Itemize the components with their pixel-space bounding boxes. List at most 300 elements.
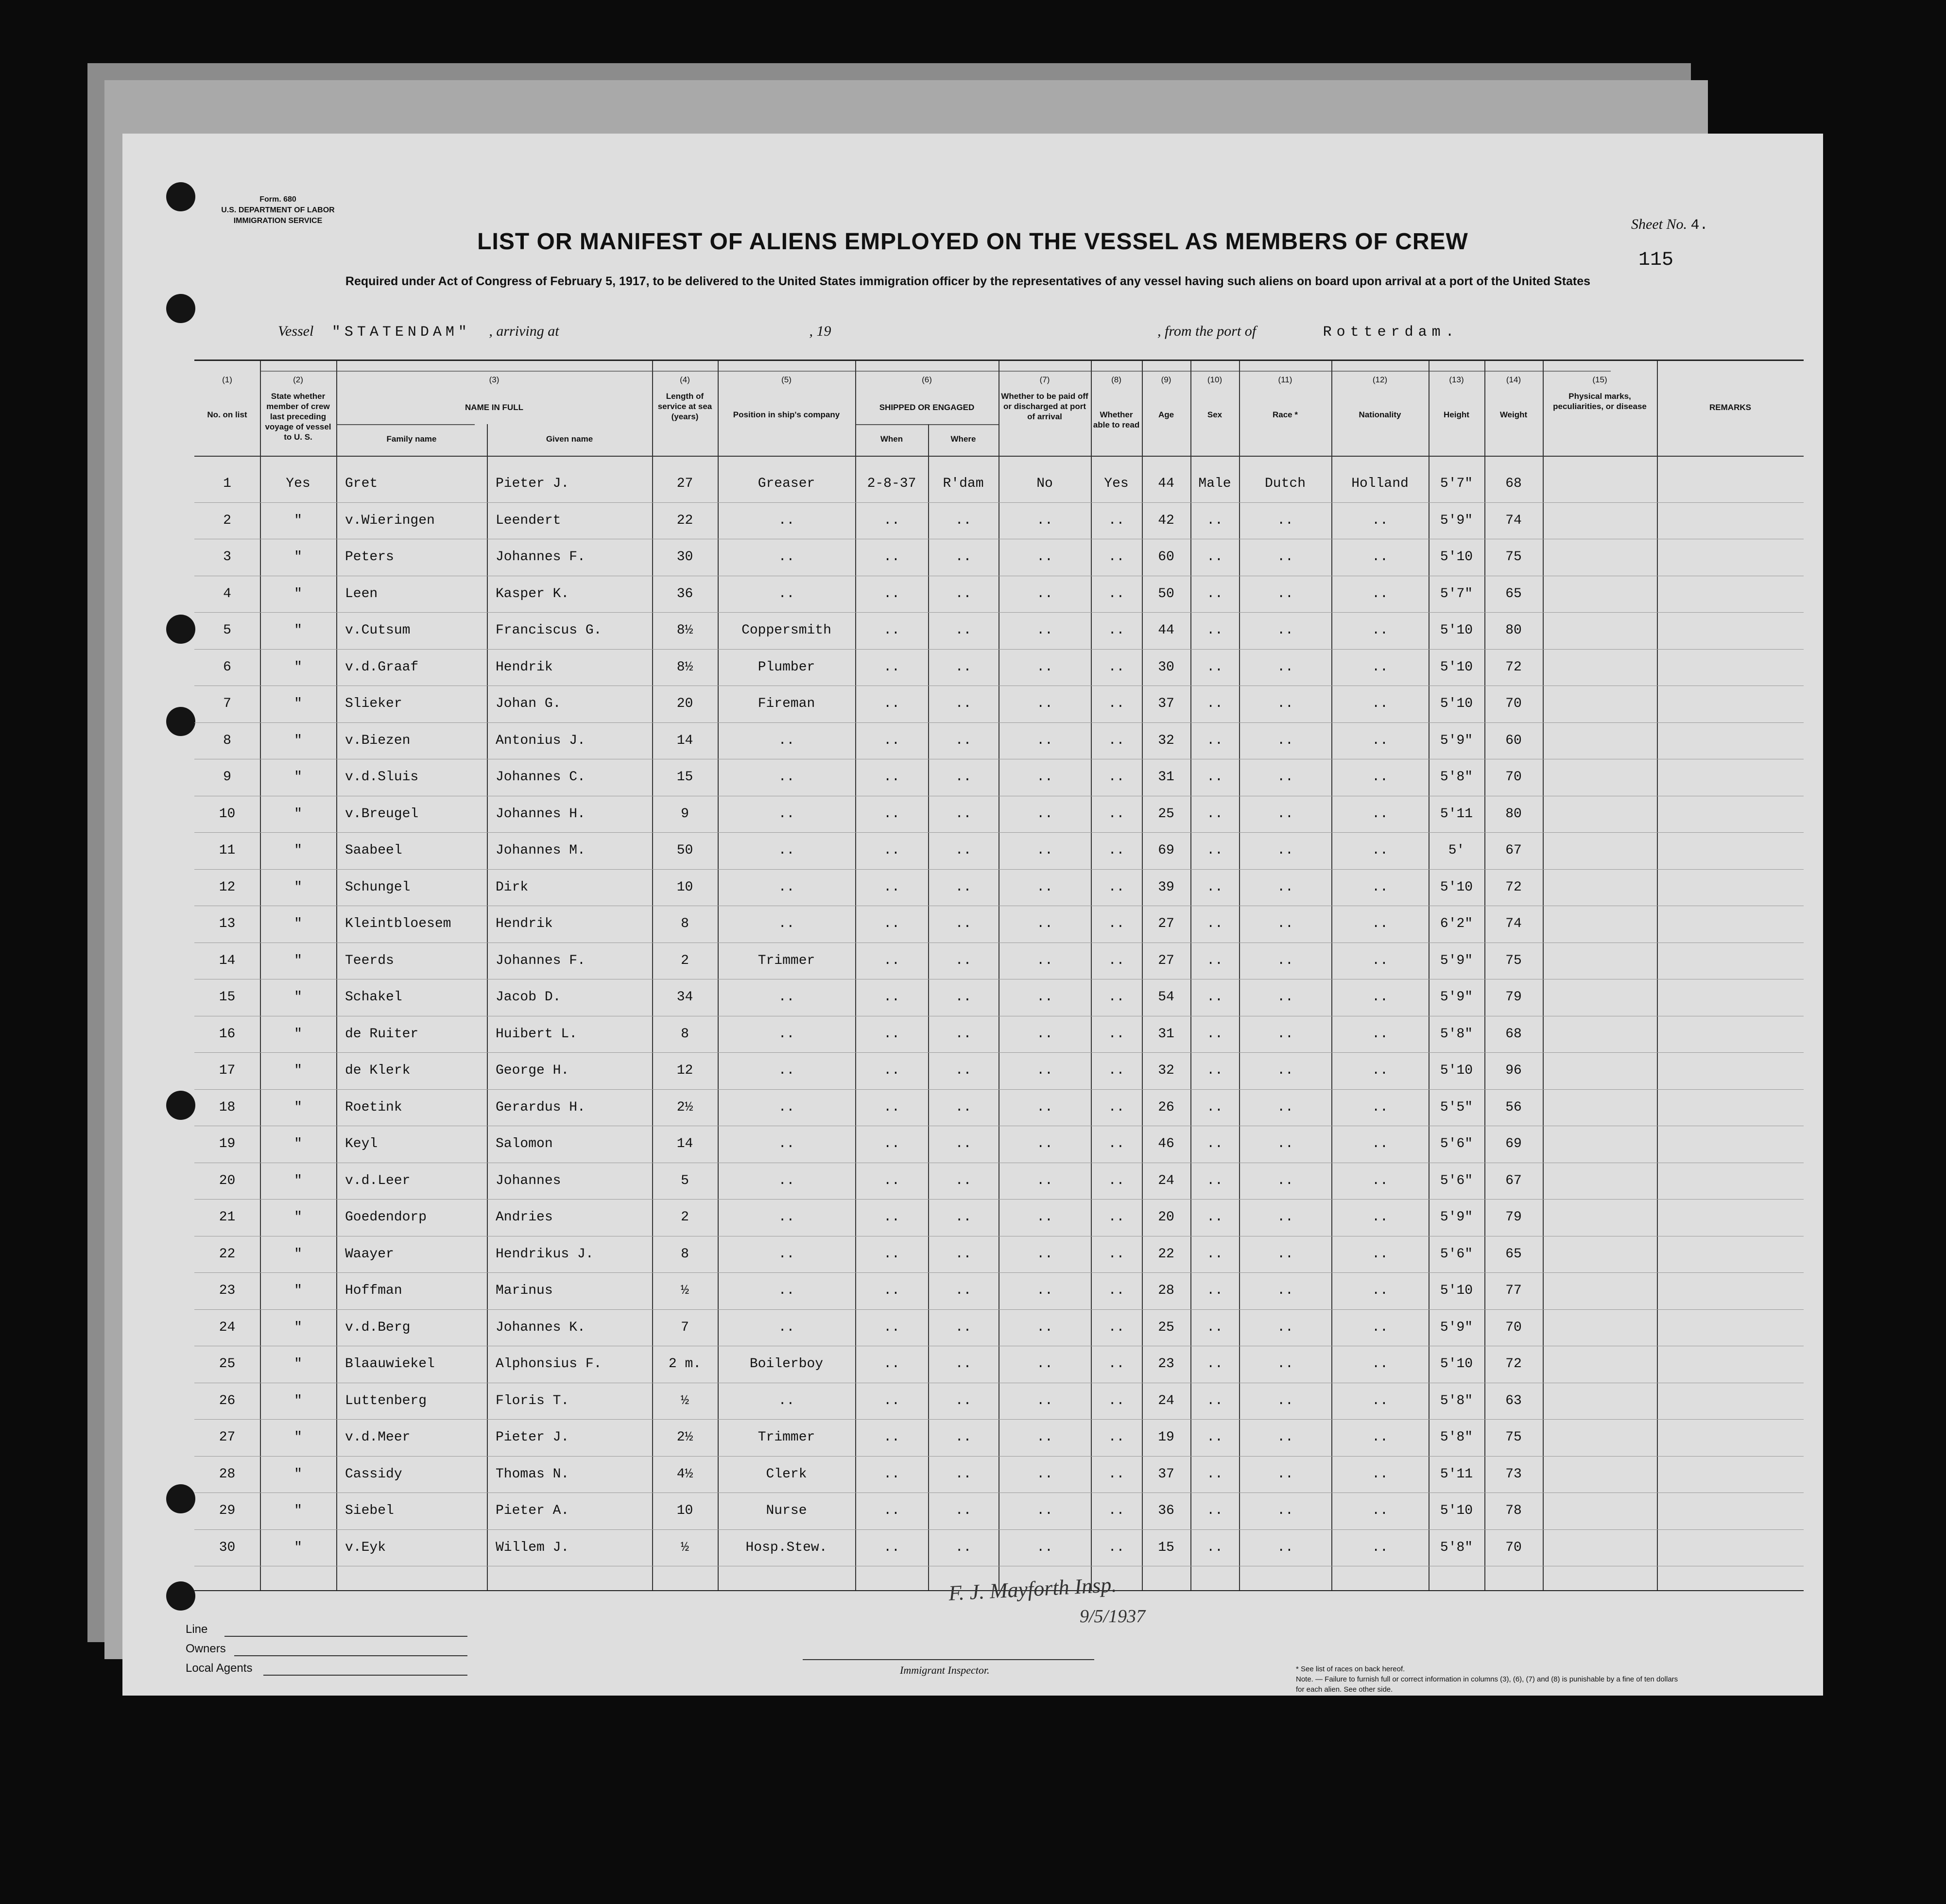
crew-table [194, 360, 1804, 1591]
cell-weight: 75 [1505, 1430, 1522, 1445]
cell-race: .. [1277, 623, 1293, 638]
cell-sex: .. [1206, 990, 1223, 1005]
cell-age: 24 [1158, 1393, 1174, 1408]
cell-sex: .. [1206, 1540, 1223, 1555]
manifest-sheet [122, 134, 1823, 1696]
column-number-height: (13) [1449, 375, 1464, 384]
cell-nat: .. [1372, 1099, 1388, 1115]
footnote-races: * See list of races on back hereof. [1296, 1665, 1405, 1673]
cell-weight: 96 [1505, 1063, 1522, 1078]
form-identifier [200, 194, 356, 226]
cell-prev: " [294, 1136, 302, 1151]
cell-given: Salomon [496, 1136, 553, 1151]
cell-family: Schungel [345, 879, 411, 895]
cell-given: Franciscus G. [496, 623, 602, 638]
cell-paid: .. [1036, 1393, 1053, 1408]
from-port-label: , from the port of [1157, 323, 1257, 339]
cell-given: Hendrik [496, 659, 553, 675]
cell-height: 5'6" [1440, 1246, 1473, 1262]
cell-read: .. [1108, 953, 1125, 968]
cell-height: 5'10 [1440, 1063, 1473, 1078]
cell-nat: .. [1372, 1136, 1388, 1151]
table-row [194, 1126, 1804, 1162]
vessel-line [278, 323, 831, 341]
cell-sex: .. [1206, 1283, 1223, 1298]
cell-family: v.d.Sluis [345, 770, 419, 785]
cell-age: 19 [1158, 1430, 1174, 1445]
cell-race: .. [1277, 1503, 1293, 1518]
sheet-number-value: 4. [1690, 217, 1708, 234]
column-header-shipped-where: Where [950, 434, 976, 444]
cell-when: .. [883, 1026, 900, 1042]
cell-age: 54 [1158, 990, 1174, 1005]
cell-age: 26 [1158, 1099, 1174, 1115]
cell-no: 3 [223, 549, 231, 565]
cell-where: .. [955, 1136, 972, 1151]
cell-read: .. [1108, 1173, 1125, 1188]
column-header-read: Whether able to read [1093, 410, 1140, 429]
cell-weight: 70 [1505, 770, 1522, 785]
cell-given: Gerardus H. [496, 1099, 586, 1115]
cell-family: Kleintbloesem [345, 916, 451, 931]
table-row [194, 1052, 1804, 1089]
table-row [194, 869, 1804, 906]
cell-nat: .. [1372, 696, 1388, 711]
cell-no: 8 [223, 733, 231, 748]
cell-nat: .. [1372, 1210, 1388, 1225]
cell-prev: Yes [286, 476, 310, 491]
cell-sex: .. [1206, 879, 1223, 895]
year-label: , 19 [809, 323, 831, 339]
cell-where: .. [955, 1466, 972, 1482]
cell-height: 5'11 [1440, 806, 1473, 822]
cell-no: 22 [219, 1246, 236, 1262]
binder-hole [166, 182, 195, 211]
cell-weight: 79 [1505, 990, 1522, 1005]
cell-read: .. [1108, 733, 1125, 748]
cell-sex: .. [1206, 806, 1223, 822]
cell-given: Hendrikus J. [496, 1246, 594, 1262]
cell-where: R'dam [943, 476, 984, 491]
cell-race: .. [1277, 1356, 1293, 1372]
column-number-prev_voyage: (2) [293, 375, 303, 384]
cell-prev: " [294, 1430, 302, 1445]
owners-label: Owners [186, 1642, 226, 1655]
cell-weight: 75 [1505, 549, 1522, 565]
cell-given: Floris T. [496, 1393, 569, 1408]
cell-height: 5'9" [1440, 1320, 1473, 1335]
cell-prev: " [294, 659, 302, 675]
cell-weight: 63 [1505, 1393, 1522, 1408]
column-header-age: Age [1158, 410, 1174, 419]
cell-where: .. [955, 733, 972, 748]
cell-prev: " [294, 1393, 302, 1408]
cell-sex: .. [1206, 1210, 1223, 1225]
cell-race: .. [1277, 879, 1293, 895]
cell-family: Teerds [345, 953, 394, 968]
cell-given: Johannes K. [496, 1320, 586, 1335]
cell-race: .. [1277, 549, 1293, 565]
column-number-age: (9) [1161, 375, 1171, 384]
cell-height: 5'8" [1440, 1430, 1473, 1445]
cell-service: 8 [681, 1246, 689, 1262]
cell-where: .. [955, 1026, 972, 1042]
cell-service: 30 [676, 549, 693, 565]
cell-position: .. [778, 990, 795, 1005]
column-header-sex: Sex [1207, 410, 1223, 419]
cell-nat: .. [1372, 843, 1388, 858]
cell-weight: 72 [1505, 1356, 1522, 1372]
cell-height: 5'10 [1440, 879, 1473, 895]
cell-age: 31 [1158, 770, 1174, 785]
table-row [194, 1163, 1804, 1199]
cell-position: .. [778, 1026, 795, 1042]
cell-service: 7 [681, 1320, 689, 1335]
header-top-border [260, 371, 1611, 372]
cell-age: 32 [1158, 1063, 1174, 1078]
cell-weight: 67 [1505, 1173, 1522, 1188]
cell-position: .. [778, 586, 795, 601]
cell-race: .. [1277, 513, 1293, 528]
cell-sex: .. [1206, 1430, 1223, 1445]
port-name: Rotterdam. [1323, 324, 1459, 341]
cell-when: .. [883, 770, 900, 785]
cell-when: .. [883, 879, 900, 895]
cell-no: 12 [219, 879, 236, 895]
cell-paid: No [1036, 476, 1053, 491]
line-underline [224, 1636, 467, 1637]
cell-family: Hoffman [345, 1283, 402, 1298]
cell-where: .. [955, 659, 972, 675]
cell-where: .. [955, 1320, 972, 1335]
cell-age: 25 [1158, 1320, 1174, 1335]
cell-sex: .. [1206, 513, 1223, 528]
cell-when: .. [883, 1136, 900, 1151]
cell-age: 60 [1158, 549, 1174, 565]
cell-given: George H. [496, 1063, 569, 1078]
cell-where: .. [955, 990, 972, 1005]
cell-prev: " [294, 1173, 302, 1188]
cell-nat: .. [1372, 1430, 1388, 1445]
cell-family: v.d.Meer [345, 1430, 411, 1445]
cell-nat: .. [1372, 916, 1388, 931]
cell-race: .. [1277, 1063, 1293, 1078]
cell-service: 34 [676, 990, 693, 1005]
cell-height: 5'7" [1440, 476, 1473, 491]
cell-weight: 72 [1505, 879, 1522, 895]
cell-service: 2 [681, 1210, 689, 1225]
cell-age: 20 [1158, 1210, 1174, 1225]
cell-when: .. [883, 1283, 900, 1298]
cell-height: 5'8" [1440, 770, 1473, 785]
cell-when: .. [883, 1430, 900, 1445]
cell-when: .. [883, 806, 900, 822]
cell-where: .. [955, 623, 972, 638]
cell-no: 10 [219, 806, 236, 822]
cell-read: .. [1108, 1430, 1125, 1445]
footnote [1296, 1664, 1685, 1695]
cell-prev: " [294, 1246, 302, 1262]
cell-prev: " [294, 770, 302, 785]
table-row [194, 1419, 1804, 1456]
cell-paid: .. [1036, 733, 1053, 748]
cell-no: 5 [223, 623, 231, 638]
cell-when: .. [883, 696, 900, 711]
cell-height: 5'9" [1440, 990, 1473, 1005]
cell-position: .. [778, 1393, 795, 1408]
cell-service: 2½ [676, 1430, 693, 1445]
cell-where: .. [955, 1430, 972, 1445]
cell-sex: .. [1206, 916, 1223, 931]
cell-where: .. [955, 1099, 972, 1115]
cell-paid: .. [1036, 549, 1053, 565]
cell-no: 15 [219, 990, 236, 1005]
cell-position: Trimmer [758, 1430, 815, 1445]
cell-paid: .. [1036, 1063, 1053, 1078]
cell-sex: .. [1206, 623, 1223, 638]
cell-weight: 77 [1505, 1283, 1522, 1298]
cell-race: .. [1277, 990, 1293, 1005]
cell-read: .. [1108, 1466, 1125, 1482]
cell-when: .. [883, 1466, 900, 1482]
cell-position: .. [778, 1173, 795, 1188]
cell-prev: " [294, 1320, 302, 1335]
cell-position: Fireman [758, 696, 815, 711]
cell-service: 8 [681, 1026, 689, 1042]
cell-position: Boilerboy [749, 1356, 824, 1372]
cell-paid: .. [1036, 623, 1053, 638]
cell-service: 36 [676, 586, 693, 601]
cell-race: .. [1277, 1540, 1293, 1555]
column-header-height: Height [1444, 410, 1469, 419]
column-number-position: (5) [781, 375, 792, 384]
table-row [194, 612, 1804, 649]
cell-paid: .. [1036, 1283, 1053, 1298]
cell-family: Saabeel [345, 843, 402, 858]
inspector-signature-line [803, 1659, 1094, 1660]
cell-position: .. [778, 1320, 795, 1335]
cell-sex: .. [1206, 1173, 1223, 1188]
cell-family: Schakel [345, 990, 402, 1005]
cell-no: 30 [219, 1540, 236, 1555]
cell-race: .. [1277, 1320, 1293, 1335]
cell-family: Blaauwiekel [345, 1356, 435, 1372]
cell-where: .. [955, 1540, 972, 1555]
cell-family: de Klerk [345, 1063, 411, 1078]
cell-height: 5'7" [1440, 586, 1473, 601]
cell-paid: .. [1036, 916, 1053, 931]
cell-no: 27 [219, 1430, 236, 1445]
cell-weight: 78 [1505, 1503, 1522, 1518]
cell-read: .. [1108, 843, 1125, 858]
cell-nat: .. [1372, 1540, 1388, 1555]
cell-family: Siebel [345, 1503, 394, 1518]
cell-when: .. [883, 1063, 900, 1078]
cell-given: Johannes H. [496, 806, 586, 822]
cell-weight: 69 [1505, 1136, 1522, 1151]
column-number-shipped: (6) [922, 375, 932, 384]
cell-nat: .. [1372, 1393, 1388, 1408]
sheet-number-label: Sheet No. [1631, 216, 1687, 232]
column-number-sex: (10) [1207, 375, 1223, 384]
cell-paid: .. [1036, 513, 1053, 528]
vessel-label: Vessel [278, 323, 314, 339]
inspector-label: Immigrant Inspector. [900, 1664, 990, 1676]
cell-read: .. [1108, 1246, 1125, 1262]
cell-service: 12 [676, 1063, 693, 1078]
cell-race: .. [1277, 733, 1293, 748]
cell-weight: 73 [1505, 1466, 1522, 1482]
cell-age: 39 [1158, 879, 1174, 895]
owners-underline [234, 1655, 467, 1656]
cell-position: .. [778, 1246, 795, 1262]
cell-when: .. [883, 659, 900, 675]
cell-position: .. [778, 1136, 795, 1151]
cell-read: .. [1108, 1503, 1125, 1518]
cell-paid: .. [1036, 1430, 1053, 1445]
cell-when: .. [883, 623, 900, 638]
cell-given: Pieter J. [496, 1430, 569, 1445]
cell-where: .. [955, 806, 972, 822]
table-row [194, 1383, 1804, 1419]
cell-where: .. [955, 1393, 972, 1408]
cell-race: .. [1277, 1136, 1293, 1151]
cell-nat: .. [1372, 733, 1388, 748]
cell-age: 32 [1158, 733, 1174, 748]
cell-given: Jacob D. [496, 990, 561, 1005]
cell-paid: .. [1036, 696, 1053, 711]
cell-paid: .. [1036, 1026, 1053, 1042]
cell-when: .. [883, 916, 900, 931]
cell-height: 5'10 [1440, 549, 1473, 565]
cell-race: .. [1277, 1283, 1293, 1298]
cell-service: 4½ [676, 1466, 693, 1482]
cell-paid: .. [1036, 1210, 1053, 1225]
page-number: 115 [1638, 249, 1674, 271]
cell-age: 37 [1158, 696, 1174, 711]
cell-sex: .. [1206, 1503, 1223, 1518]
cell-where: .. [955, 770, 972, 785]
cell-where: .. [955, 879, 972, 895]
cell-weight: 68 [1505, 476, 1522, 491]
cell-nat: .. [1372, 770, 1388, 785]
cell-prev: " [294, 1503, 302, 1518]
cell-given: Hendrik [496, 916, 553, 931]
cell-weight: 80 [1505, 806, 1522, 822]
cell-where: .. [955, 916, 972, 931]
binder-hole [166, 707, 195, 736]
cell-service: 10 [676, 1503, 693, 1518]
cell-age: 23 [1158, 1356, 1174, 1372]
cell-no: 16 [219, 1026, 236, 1042]
cell-no: 28 [219, 1466, 236, 1482]
cell-given: Dirk [496, 879, 529, 895]
cell-no: 17 [219, 1063, 236, 1078]
cell-paid: .. [1036, 1136, 1053, 1151]
cell-nat: .. [1372, 586, 1388, 601]
cell-when: .. [883, 1503, 900, 1518]
binder-hole [166, 1091, 195, 1120]
cell-sex: .. [1206, 1099, 1223, 1115]
cell-position: .. [778, 733, 795, 748]
cell-race: .. [1277, 1466, 1293, 1482]
name-subheader-line [336, 424, 475, 425]
cell-height: 5'10 [1440, 1503, 1473, 1518]
table-row [194, 1529, 1804, 1566]
cell-no: 7 [223, 696, 231, 711]
cell-read: .. [1108, 513, 1125, 528]
cell-height: 6'2" [1440, 916, 1473, 931]
cell-race: .. [1277, 659, 1293, 675]
cell-paid: .. [1036, 879, 1053, 895]
cell-service: ½ [681, 1540, 689, 1555]
cell-paid: .. [1036, 1246, 1053, 1262]
cell-position: .. [778, 806, 795, 822]
cell-service: 20 [676, 696, 693, 711]
cell-race: .. [1277, 1393, 1293, 1408]
cell-weight: 56 [1505, 1099, 1522, 1115]
cell-when: .. [883, 1099, 900, 1115]
cell-given: Marinus [496, 1283, 553, 1298]
cell-prev: " [294, 1026, 302, 1042]
table-row [194, 576, 1804, 612]
cell-sex: .. [1206, 1466, 1223, 1482]
cell-nat: .. [1372, 1063, 1388, 1078]
cell-when: .. [883, 1320, 900, 1335]
table-row [194, 686, 1804, 722]
cell-no: 23 [219, 1283, 236, 1298]
binder-hole [166, 1484, 195, 1513]
column-number-marks: (15) [1592, 375, 1607, 384]
cell-no: 25 [219, 1356, 236, 1372]
cell-when: .. [883, 549, 900, 565]
table-row [194, 649, 1804, 686]
cell-weight: 70 [1505, 1540, 1522, 1555]
cell-sex: .. [1206, 1393, 1223, 1408]
cell-when: .. [883, 1173, 900, 1188]
column-number-nationality: (12) [1372, 375, 1388, 384]
service-name: IMMIGRATION SERVICE [233, 217, 323, 225]
cell-where: .. [955, 586, 972, 601]
column-header-position: Position in ship's company [733, 410, 840, 419]
cell-family: v.d.Graaf [345, 659, 419, 675]
cell-family: Gret [345, 476, 378, 491]
cell-race: .. [1277, 586, 1293, 601]
cell-no: 4 [223, 586, 231, 601]
cell-position: Coppersmith [741, 623, 831, 638]
cell-prev: " [294, 513, 302, 528]
column-header-given-name: Given name [546, 434, 593, 444]
column-header-no: No. on list [207, 410, 247, 419]
cell-height: 5'10 [1440, 659, 1473, 675]
cell-sex: .. [1206, 696, 1223, 711]
cell-sex: .. [1206, 1136, 1223, 1151]
cell-nat: .. [1372, 549, 1388, 565]
table-row [194, 979, 1804, 1015]
cell-read: .. [1108, 1320, 1125, 1335]
cell-given: Johannes F. [496, 953, 586, 968]
cell-height: 5'5" [1440, 1099, 1473, 1115]
cell-race: .. [1277, 1099, 1293, 1115]
cell-given: Leendert [496, 513, 561, 528]
cell-where: .. [955, 513, 972, 528]
cell-read: .. [1108, 1136, 1125, 1151]
cell-race: .. [1277, 953, 1293, 968]
cell-given: Johannes M. [496, 843, 586, 858]
cell-sex: .. [1206, 1246, 1223, 1262]
cell-paid: .. [1036, 586, 1053, 601]
cell-sex: .. [1206, 843, 1223, 858]
